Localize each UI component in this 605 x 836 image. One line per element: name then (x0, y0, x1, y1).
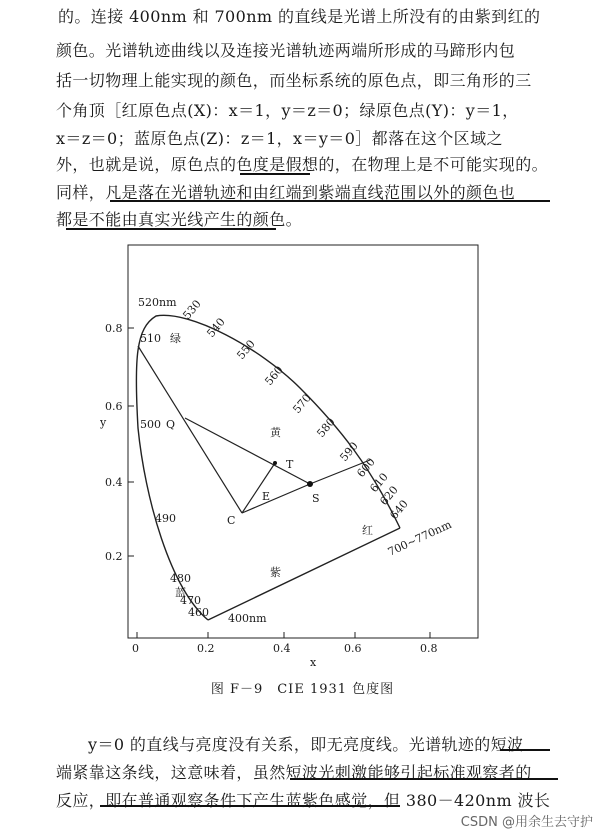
wavelength-label: 510 (140, 332, 161, 345)
text-line: 同样，凡是落在光谱轨迹和由红端到紫端直线范围以外的颜色也 (56, 183, 516, 202)
handwritten-underline (290, 778, 558, 780)
point-s-marker (307, 481, 313, 487)
text-line: y＝0 的直线与亮度没有关系，即无亮度线。光谱轨迹的短波 (88, 735, 524, 754)
region-label: 紫 (270, 566, 281, 579)
y-tick-label: 0.6 (105, 400, 123, 413)
wavelength-label: 480 (170, 572, 191, 585)
handwritten-underline (66, 228, 276, 230)
text-line: 外，也就是说，原色点的色度是假想的，在物理上是不可能实现的。 (56, 155, 549, 174)
wavelength-label: 530 (180, 297, 204, 322)
y-tick-label: 0.8 (105, 322, 123, 335)
text-line: 的。连接 400nm 和 700nm 的直线是光谱上所没有的由紫到红的 (58, 7, 541, 26)
wavelength-label: 590 (337, 439, 361, 464)
x-tick-label: 0.6 (344, 642, 362, 655)
wavelength-label: 600 (354, 455, 378, 480)
wavelength-label: 580 (314, 415, 338, 440)
text-line: 括一切物理上能实现的颜色，而坐标系统的原色点，即三角形的三 (56, 71, 532, 90)
cie-chromaticity-diagram (100, 238, 500, 668)
y-axis-label: y (100, 416, 107, 429)
wavelength-label: 640 (387, 497, 411, 522)
wavelength-label: 460 (188, 606, 209, 619)
point-t-marker (273, 461, 277, 465)
point-label: S (312, 492, 320, 505)
handwritten-underline (500, 749, 550, 751)
text-line: 都是不能由真实光线产生的颜色。 (56, 210, 303, 229)
wavelength-label: 620 (377, 483, 401, 508)
point-label: C (227, 514, 236, 527)
figure-caption: 图 F－9 CIE 1931 色度图 (210, 682, 395, 697)
region-label: 黄 (270, 426, 281, 439)
handwritten-underline (240, 173, 310, 175)
region-label: 绿 (170, 332, 181, 345)
point-label: E (262, 490, 271, 503)
wavelength-label: 490 (155, 512, 176, 525)
watermark: CSDN @用余生去守护 (460, 815, 593, 830)
wavelength-label: 570 (290, 391, 314, 416)
point-label: Q (166, 418, 176, 431)
y-tick-label: 0.2 (105, 550, 123, 563)
wavelength-label: 470 (180, 594, 201, 607)
wavelength-label: 540 (204, 315, 228, 340)
y-tick-label: 0.4 (105, 476, 123, 489)
text-line: 端紧靠这条线，这意味着，虽然短波光刺激能够引起标准观察者的 (56, 763, 532, 782)
region-label: 红 (362, 524, 373, 537)
handwritten-underline (110, 200, 550, 202)
wavelength-label: 610 (367, 470, 391, 495)
purple-line (208, 528, 400, 620)
x-axis-label: x (310, 656, 317, 668)
wavelength-label: 560 (262, 363, 286, 388)
wavelength-label: 500 (140, 418, 161, 431)
x-tick-label: 0.4 (273, 642, 291, 655)
x-tick-label: 0.8 (420, 642, 438, 655)
text-line: 反应，即在普通观察条件下产生蓝紫色感觉，但 380－420nm 波长 (56, 791, 551, 810)
handwritten-underline (100, 805, 400, 807)
text-line: 个角顶［红原色点(X)：x＝1，y＝z＝0；绿原色点(Y)：y＝1， (56, 101, 519, 120)
region-label: 蓝 (175, 586, 186, 599)
text-line: 颜色。光谱轨迹曲线以及连接光谱轨迹两端所形成的马蹄形内包 (56, 41, 516, 60)
wavelength-label: 550 (234, 337, 258, 362)
point-label: T (286, 458, 294, 471)
wavelength-label: 520nm (138, 296, 177, 309)
wavelength-label: 400nm (228, 612, 267, 625)
x-tick-label: 0 (132, 642, 139, 655)
wavelength-label: 700~770nm (385, 517, 454, 559)
text-line: x＝z＝0；蓝原色点(Z)：z＝1，x＝y＝0］都落在这个区域之 (56, 129, 503, 148)
x-tick-label: 0.2 (197, 642, 215, 655)
